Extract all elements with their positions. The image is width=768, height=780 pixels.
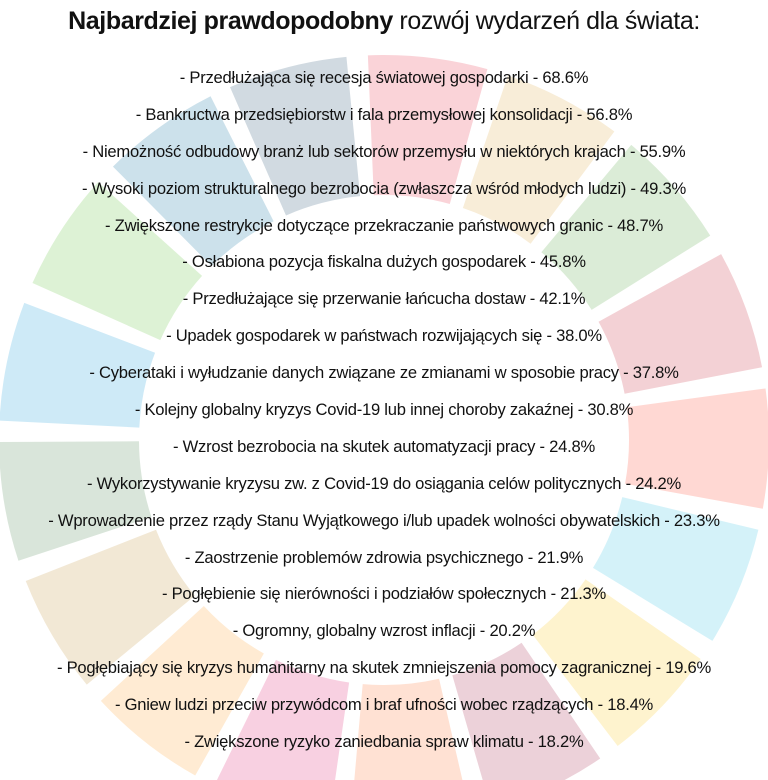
page-title [0,4,768,38]
list-item: - Bankructwa przedsiębiorstw i fala przemysłowej konsolidacji - 56.8% [135,104,633,124]
list-item: - Wykorzystywanie kryzysu zw. z Covid-19 do osiągania celów politycznych - 24.2% [86,473,682,493]
page-title-normal: rozwój wydarzeń dla świata: [399,7,700,35]
list-item: - Niemożność odbudowy branż lub sektorów przemysłu w niektórych krajach - 55.9% [82,141,686,161]
list-item: - Gniew ludzi przeciw przywódcom i braf ufności wobec rządzących - 18.4% [114,695,654,715]
list-item: - Zaostrzenie problemów zdrowia psychicznego - 21.9% [184,547,584,567]
list-item: - Wprowadzenie przez rządy Stanu Wyjątkowego i/lub upadek wolności obywatelskich - 23.3% [48,510,720,530]
list-item: - Cyberataki i wyłudzanie danych związane ze zmianami w sposobie pracy - 37.8% [89,363,679,383]
list-item: - Wzrost bezrobocia na skutek automatyzacji pracy - 24.8% [173,436,595,456]
list-item: - Zwiększone ryzyko zaniedbania spraw klimatu - 18.2% [184,732,584,752]
list-item: - Wysoki poziom strukturalnego bezrobocia (zwłaszcza wśród młodych ludzi) - 49.3% [82,178,686,198]
list-item: - Pogłębiający się kryzys humanitarny na skutek zmniejszenia pomocy zagranicznej - 19.6% [56,658,712,678]
list-item: - Ogromny, globalny wzrost inflacji - 20.2% [232,621,536,641]
page-title-bold: Najbardziej prawdopodobny [68,7,393,35]
list-item: - Osłabiona pozycja fiskalna dużych gospodarek - 45.8% [182,252,586,272]
list-item: - Pogłębienie się nierówności i podziałów społecznych - 21.3% [161,584,607,604]
list-item: - Kolejny globalny kryzys Covid-19 lub innej choroby zakaźnej - 30.8% [134,400,634,420]
list-item: - Przedłużająca się recesja światowej gospodarki - 68.6% [179,68,589,87]
list-item: - Zwiększone restrykcje dotyczące przekraczanie państwowych granic - 48.7% [105,215,663,235]
list-item: - Upadek gospodarek w państwach rozwijających się - 38.0% [166,326,602,346]
list-item: - Przedłużające się przerwanie łańcucha dostaw - 42.1% [182,289,586,309]
scenario-list [0,60,768,761]
